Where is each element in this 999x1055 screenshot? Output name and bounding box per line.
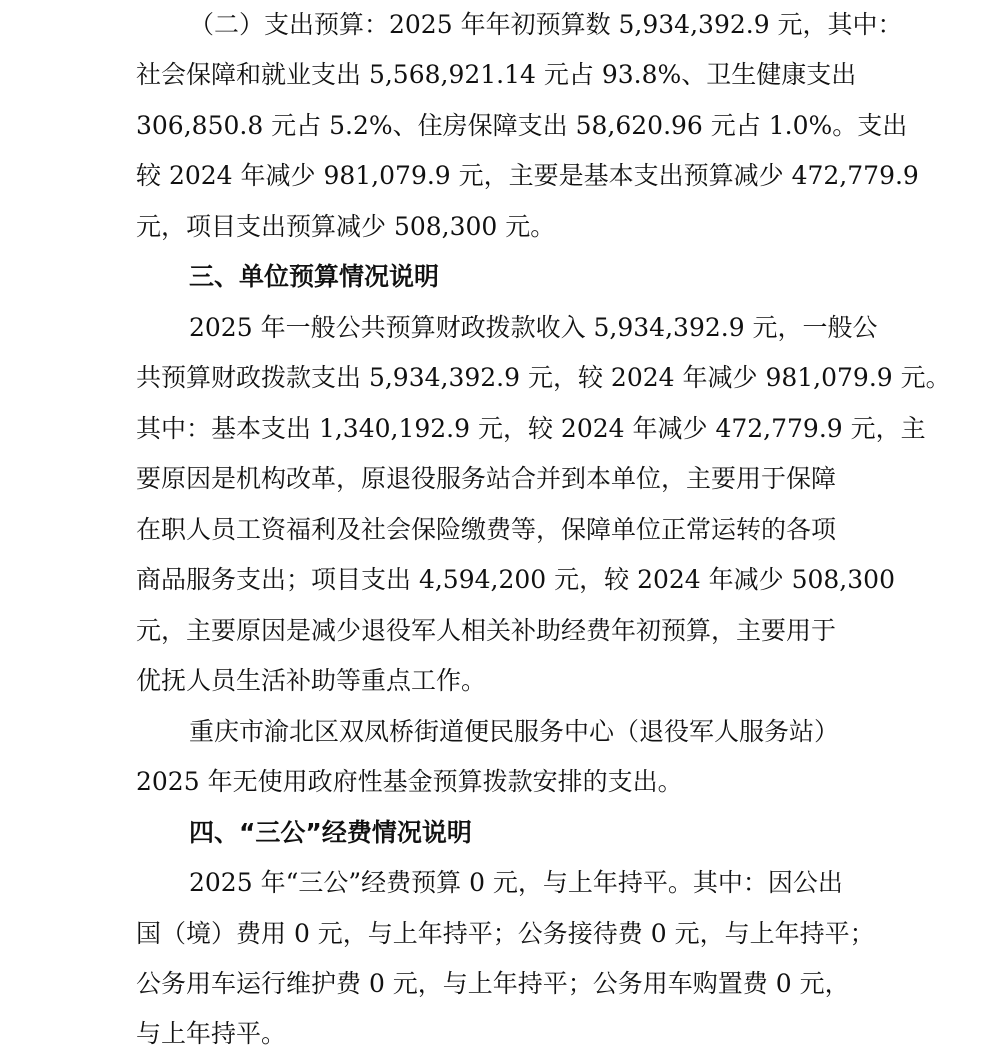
paragraph-line: 社会保障和就业支出 5,568,921.14 元占 93.8%、卫生健康支出: [136, 60, 857, 89]
paragraph-line: 其中：基本支出 1,340,192.9 元，较 2024 年减少 472,779.9 元，主: [136, 414, 926, 443]
paragraph-line: 重庆市渝北区双凤桥街道便民服务中心（退役军人服务站）: [189, 717, 840, 746]
paragraph-line: 商品服务支出；项目支出 4,594,200 元，较 2024 年减少 508,300: [136, 565, 895, 594]
paragraph-line: 2025 年“三公”经费预算 0 元，与上年持平。其中：因公出: [189, 868, 843, 897]
paragraph-line: 元，主要原因是减少退役军人相关补助经费年初预算，主要用于: [136, 616, 837, 645]
paragraph-line: 要原因是机构改革，原退役服务站合并到本单位，主要用于保障: [136, 464, 837, 493]
paragraph-line: 2025 年无使用政府性基金预算拨款安排的支出。: [136, 767, 683, 796]
paragraph-line: 元，项目支出预算减少 508,300 元。: [136, 212, 556, 241]
section-heading: 三、单位预算情况说明: [189, 262, 440, 291]
paragraph-line: 优抚人员生活补助等重点工作。: [136, 666, 487, 695]
section-heading: 四、“三公”经费情况说明: [189, 818, 472, 847]
paragraph-line: 共预算财政拨款支出 5,934,392.9 元，较 2024 年减少 981,079.9 元。: [136, 363, 951, 392]
paragraph-line: 国（境）费用 0 元，与上年持平；公务接待费 0 元，与上年持平；: [136, 919, 875, 948]
paragraph-line: （二）支出预算：2025 年年初预算数 5,934,392.9 元，其中：: [189, 10, 903, 39]
paragraph-line: 公务用车运行维护费 0 元，与上年持平；公务用车购置费 0 元，: [136, 969, 850, 998]
paragraph-line: 与上年持平。: [136, 1019, 287, 1048]
paragraph-line: 306,850.8 元占 5.2%、住房保障支出 58,620.96 元占 1.0%。支出: [136, 111, 908, 140]
paragraph-line: 较 2024 年减少 981,079.9 元，主要是基本支出预算减少 472,779.9: [136, 161, 919, 190]
paragraph-line: 2025 年一般公共预算财政拨款收入 5,934,392.9 元，一般公: [189, 313, 878, 342]
paragraph-line: 在职人员工资福利及社会保险缴费等，保障单位正常运转的各项: [136, 515, 837, 544]
